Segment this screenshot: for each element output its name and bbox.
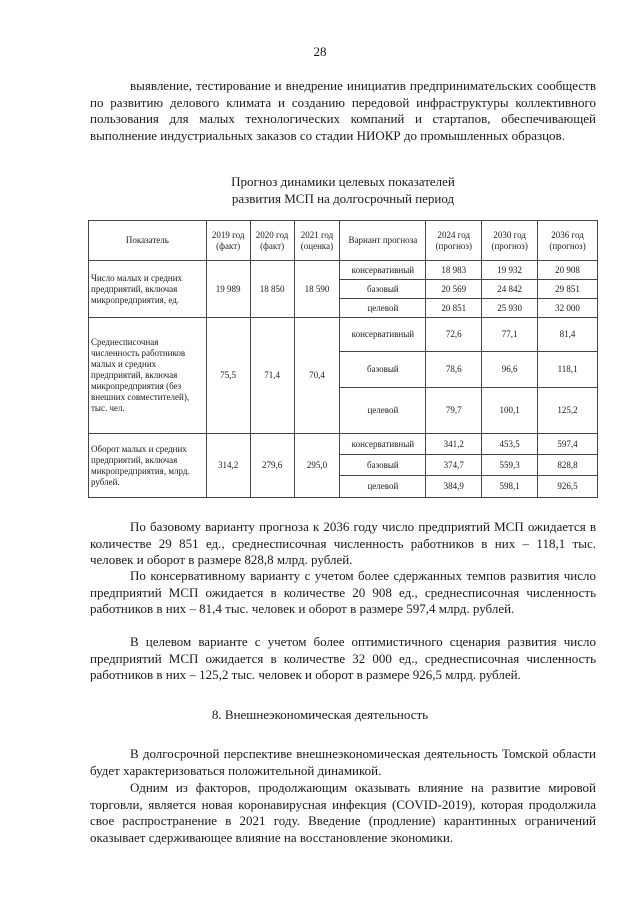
- header-indicator: Показатель: [89, 221, 207, 261]
- header-2036: 2036 год (прогноз): [538, 221, 598, 261]
- value-2036: 20 908: [538, 261, 598, 280]
- target-scenario-paragraph: В целевом варианте с учетом более оптимистичного сценария развития число предприятий МСП ожидается в количестве 32 000 ед., среднесписочная численность работников в них – 125,2 тыс. человек и оборот в размере 926,5 млрд. рублей.: [90, 634, 596, 683]
- value-2021: 18 590: [294, 261, 340, 318]
- value-2024: 79,7: [426, 388, 482, 434]
- value-2024: 384,9: [426, 476, 482, 498]
- value-2020: 71,4: [250, 318, 294, 434]
- value-2036: 125,2: [538, 388, 598, 434]
- base-scenario-paragraph: По базовому варианту прогноза к 2036 году число предприятий МСП ожидается в количестве 29 851 ед., среднесписочная численность работников в них – 118,1 тыс. человек и оборот в размере 828,8 млрд. рублей.: [90, 519, 596, 568]
- value-2030: 100,1: [482, 388, 538, 434]
- table-row: [89, 318, 598, 352]
- value-2036: 597,4: [538, 434, 598, 455]
- indicator-enterprises: Число малых и средних предприятий, включая микропредприятия, ед.: [89, 261, 207, 318]
- value-2020: 279,6: [250, 434, 294, 498]
- table-title-line-2: развития МСП на долгосрочный период: [231, 191, 455, 206]
- variant-label: консервативный: [340, 318, 426, 352]
- conservative-scenario-paragraph: По консервативному варианту с учетом более сдержанных темпов развития число предприятий МСП ожидается в количестве 20 908 ед., среднесписочная численность работников в них – 81,4 тыс. человек и оборот в размере 597,4 млрд. рублей.: [90, 568, 596, 617]
- value-2030: 453,5: [482, 434, 538, 455]
- value-2030: 25 930: [482, 299, 538, 318]
- table-row: [89, 261, 598, 280]
- indicator-employees: Среднесписочная численность работников малых и средних предприятий, включая микропредприятия (без внешних совместителей), тыс. чел.: [89, 318, 207, 434]
- header-2021: 2021 год (оценка): [294, 221, 340, 261]
- value-2019: 75,5: [206, 318, 250, 434]
- page-number: 28: [313, 44, 327, 59]
- value-2019: 19 989: [206, 261, 250, 318]
- value-2024: 341,2: [426, 434, 482, 455]
- section-heading: 8. Внешнеэкономическая деятельность: [211, 707, 429, 722]
- value-2030: 96,6: [482, 352, 538, 388]
- header-2020: 2020 год (факт): [250, 221, 294, 261]
- header-2024: 2024 год (прогноз): [426, 221, 482, 261]
- variant-label: целевой: [340, 299, 426, 318]
- table-header-row: [89, 221, 598, 261]
- value-2030: 19 932: [482, 261, 538, 280]
- indicator-turnover: Оборот малых и средних предприятий, включая микропредприятия, млрд. рублей.: [89, 434, 207, 498]
- variant-label: базовый: [340, 455, 426, 476]
- value-2036: 926,5: [538, 476, 598, 498]
- header-variant: Вариант прогноза: [340, 221, 426, 261]
- header-2019: 2019 год (факт): [206, 221, 250, 261]
- intro-paragraph: выявление, тестирование и внедрение инициатив предпринимательских сообществ по развитию делового климата и созданию передовой инфраструктуры коллективного пользования для малых технологических компаний и стартапов, обеспечивающей выполнение индустриальных заказов со стадии НИОКР до промышленных образцов.: [90, 78, 596, 143]
- variant-label: базовый: [340, 280, 426, 299]
- value-2030: 24 842: [482, 280, 538, 299]
- value-2024: 374,7: [426, 455, 482, 476]
- value-2024: 20 569: [426, 280, 482, 299]
- variant-label: целевой: [340, 388, 426, 434]
- value-2036: 828,8: [538, 455, 598, 476]
- value-2024: 72,6: [426, 318, 482, 352]
- value-2030: 559,3: [482, 455, 538, 476]
- foreign-trade-paragraph-2: Одним из факторов, продолжающим оказывать влияние на развитие мировой торговли, является новая коронавирусная инфекция (COVID-2019), которая продолжила свое распространение в 2021 году. Введение (продление) карантинных ограничений оказывает сдерживающее влияние на восстановление экономики.: [90, 780, 596, 845]
- value-2036: 29 851: [538, 280, 598, 299]
- forecast-table: [88, 220, 598, 498]
- value-2036: 81,4: [538, 318, 598, 352]
- variant-label: консервативный: [340, 434, 426, 455]
- table-title-line-1: Прогноз динамики целевых показателей: [231, 174, 455, 189]
- foreign-trade-paragraph-1: В долгосрочной перспективе внешнеэкономическая деятельность Томской области будет характеризоваться положительной динамикой.: [90, 746, 596, 778]
- table-row: [89, 434, 598, 455]
- value-2036: 118,1: [538, 352, 598, 388]
- variant-label: консервативный: [340, 261, 426, 280]
- value-2021: 295,0: [294, 434, 340, 498]
- variant-label: базовый: [340, 352, 426, 388]
- value-2020: 18 850: [250, 261, 294, 318]
- value-2036: 32 000: [538, 299, 598, 318]
- value-2021: 70,4: [294, 318, 340, 434]
- value-2019: 314,2: [206, 434, 250, 498]
- value-2024: 20 851: [426, 299, 482, 318]
- value-2030: 598,1: [482, 476, 538, 498]
- value-2024: 78,6: [426, 352, 482, 388]
- value-2024: 18 983: [426, 261, 482, 280]
- variant-label: целевой: [340, 476, 426, 498]
- header-2030: 2030 год (прогноз): [482, 221, 538, 261]
- value-2030: 77,1: [482, 318, 538, 352]
